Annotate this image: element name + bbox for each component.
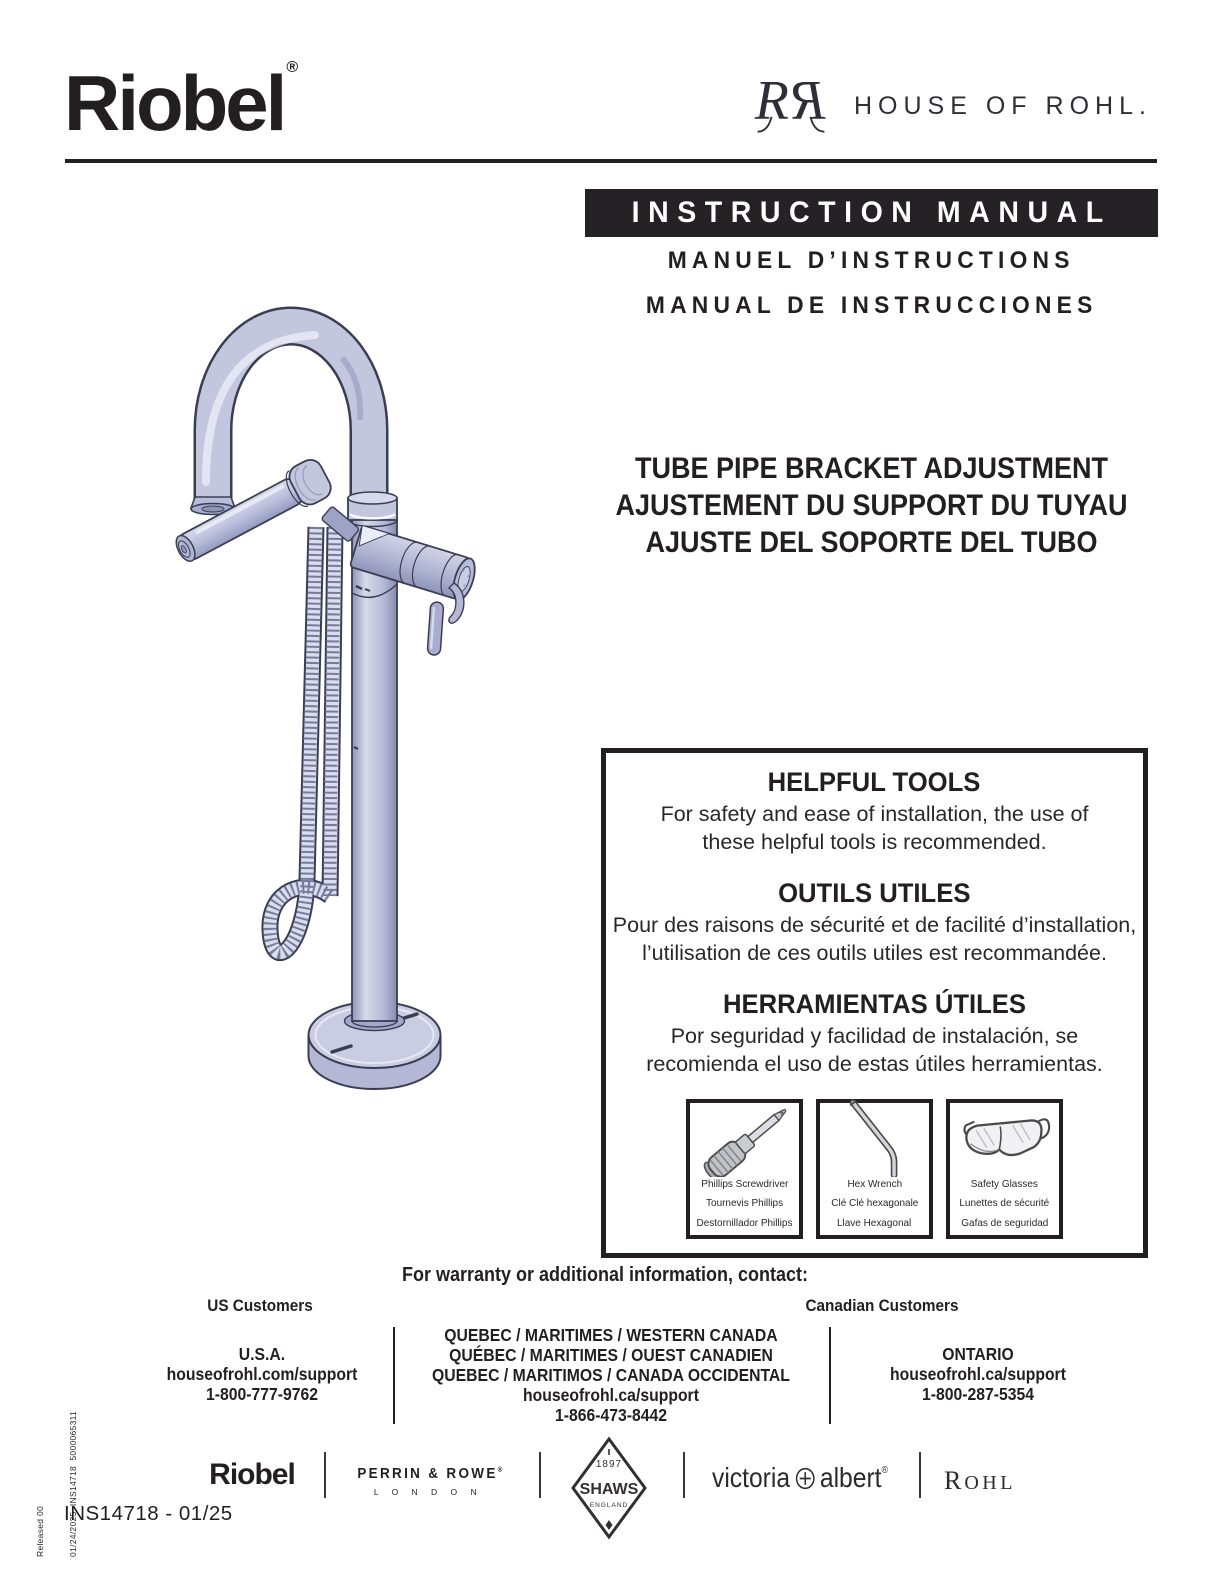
- circle-plus-icon: [794, 1463, 815, 1494]
- document-code: INS14718 - 01/25: [64, 1502, 233, 1525]
- house-of-rohl-wordmark: HOUSE OF ROHL.: [854, 92, 1152, 120]
- canadian-customers-header: Canadian Customers: [805, 1296, 959, 1315]
- brand-divider: [683, 1452, 685, 1498]
- house-of-rohl-monogram-icon: [740, 64, 842, 145]
- tool-label: Hex Wrench: [847, 1177, 902, 1190]
- tool-label: Llave Hexagonal: [837, 1216, 912, 1229]
- footer-perrin-rowe-logo: PERRIN & ROWE® L O N D O N: [357, 1466, 505, 1497]
- header-rule: [65, 159, 1157, 163]
- footer-shaws-logo: [570, 1436, 648, 1545]
- registered-mark: ®: [881, 1465, 888, 1476]
- riobel-wordmark: Riobel: [64, 59, 285, 147]
- quebec-region-en: QUEBEC / MARITIMES / WESTERN CANADA: [444, 1325, 778, 1345]
- contact-divider: [393, 1327, 395, 1424]
- tool-card-hex-wrench: [816, 1099, 933, 1239]
- us-phone: 1-800-777-9762: [205, 1384, 319, 1404]
- quebec-region-fr: QUÉBEC / MARITIMES / OUEST CANADIEN: [449, 1345, 773, 1365]
- phillips-screwdriver-icon: [690, 1095, 799, 1177]
- tool-label: Clé Clé hexagonale: [830, 1197, 919, 1209]
- us-contact-block: [127, 1344, 397, 1404]
- product-title: [585, 450, 1158, 561]
- banner-subtitle-fr: MANUEL D’INSTRUCTIONS: [668, 247, 1075, 274]
- us-customers-header: US Customers: [207, 1296, 313, 1315]
- banner-title: INSTRUCTION MANUAL: [631, 196, 1112, 229]
- footer-riobel-logo: Riobel: [209, 1458, 295, 1491]
- tool-label: Safety Glasses: [970, 1177, 1039, 1190]
- helpful-tools-body-fr: Pour des raisons de sécurité et de facilité d’installation, l’utilisation de ces outils utiles est recommandée.: [612, 913, 1137, 965]
- shaws-wordmark: SHAWS: [579, 1481, 639, 1498]
- hex-wrench-icon: [820, 1095, 929, 1177]
- quebec-support-url: houseofrohl.ca/support: [523, 1385, 699, 1405]
- helpful-tools-box: [601, 748, 1148, 1258]
- shaws-country: ENGLAND: [589, 1502, 629, 1509]
- product-title-en: TUBE PIPE BRACKET ADJUSTMENT: [634, 452, 1109, 485]
- tool-cards-row: [606, 1099, 1143, 1239]
- helpful-tools-title-fr: OUTILS UTILES: [778, 878, 971, 908]
- instruction-manual-banner: [585, 189, 1158, 237]
- registered-mark: ®: [497, 1467, 505, 1474]
- product-title-fr: AJUSTEMENT DU SUPPORT DU TUYAU: [615, 489, 1128, 522]
- brand-divider: [324, 1452, 326, 1498]
- footer-victoria-albert-logo: victoria albert®: [712, 1462, 888, 1493]
- ontario-region: ONTARIO: [942, 1344, 1014, 1364]
- tool-label: Lunettes de sécurité: [959, 1197, 1050, 1209]
- helpful-tools-body-es: Por seguridad y facilidad de instalación, se recomienda el uso de estas útiles herramientas.: [646, 1024, 1103, 1076]
- edge-ids-line: 01/24/2025 INS14718 5000065311: [68, 1410, 78, 1557]
- product-title-es: AJUSTE DEL SOPORTE DEL TUBO: [645, 526, 1098, 559]
- edge-revision-text: [13, 1411, 101, 1557]
- helpful-tools-body-en: For safety and ease of installation, the use of these helpful tools is recommended.: [660, 802, 1089, 854]
- quebec-phone: 1-866-473-8442: [554, 1405, 668, 1425]
- footer-rohl-logo: ROHL: [944, 1466, 1016, 1495]
- brand-divider: [539, 1452, 541, 1498]
- us-region: U.S.A.: [238, 1344, 286, 1364]
- tool-label: Phillips Screwdriver: [700, 1177, 789, 1190]
- helpful-tools-title-es: HERRAMIENTAS ÚTILES: [722, 989, 1027, 1019]
- tool-label: Tournevis Phillips: [705, 1197, 784, 1209]
- ontario-contact-block: [843, 1344, 1113, 1404]
- banner-subtitle-es: MANUAL DE INSTRUCCIONES: [645, 292, 1098, 319]
- svg-text:R: R: [754, 69, 789, 132]
- contact-divider: [829, 1327, 831, 1424]
- ontario-support-url: houseofrohl.ca/support: [890, 1364, 1066, 1384]
- riobel-logo: [64, 58, 298, 149]
- shaws-year: 1897: [595, 1459, 623, 1470]
- brand-divider: [919, 1452, 921, 1498]
- quebec-region-es: QUEBEC / MARITIMOS / CANADA OCCIDENTAL: [432, 1365, 790, 1385]
- edge-released-line: Released 00: [35, 1505, 45, 1557]
- warranty-heading: For warranty or additional information, contact:: [401, 1264, 809, 1286]
- helpful-tools-title-en: HELPFUL TOOLS: [768, 767, 981, 797]
- ontario-phone: 1-800-287-5354: [921, 1384, 1035, 1404]
- safety-glasses-icon: [950, 1099, 1059, 1177]
- us-support-url: houseofrohl.com/support: [166, 1364, 358, 1384]
- hand-shower-hose: [270, 527, 335, 953]
- tool-card-safety-glasses: [946, 1099, 1063, 1239]
- tool-label: Destornillador Phillips: [696, 1216, 793, 1229]
- tool-label: Gafas de seguridad: [960, 1216, 1049, 1229]
- tool-card-screwdriver: [686, 1099, 803, 1239]
- faucet-technical-drawing: [110, 280, 550, 1120]
- svg-text:R: R: [791, 69, 826, 132]
- quebec-contact-block: [431, 1325, 791, 1425]
- registered-mark: ®: [286, 59, 299, 76]
